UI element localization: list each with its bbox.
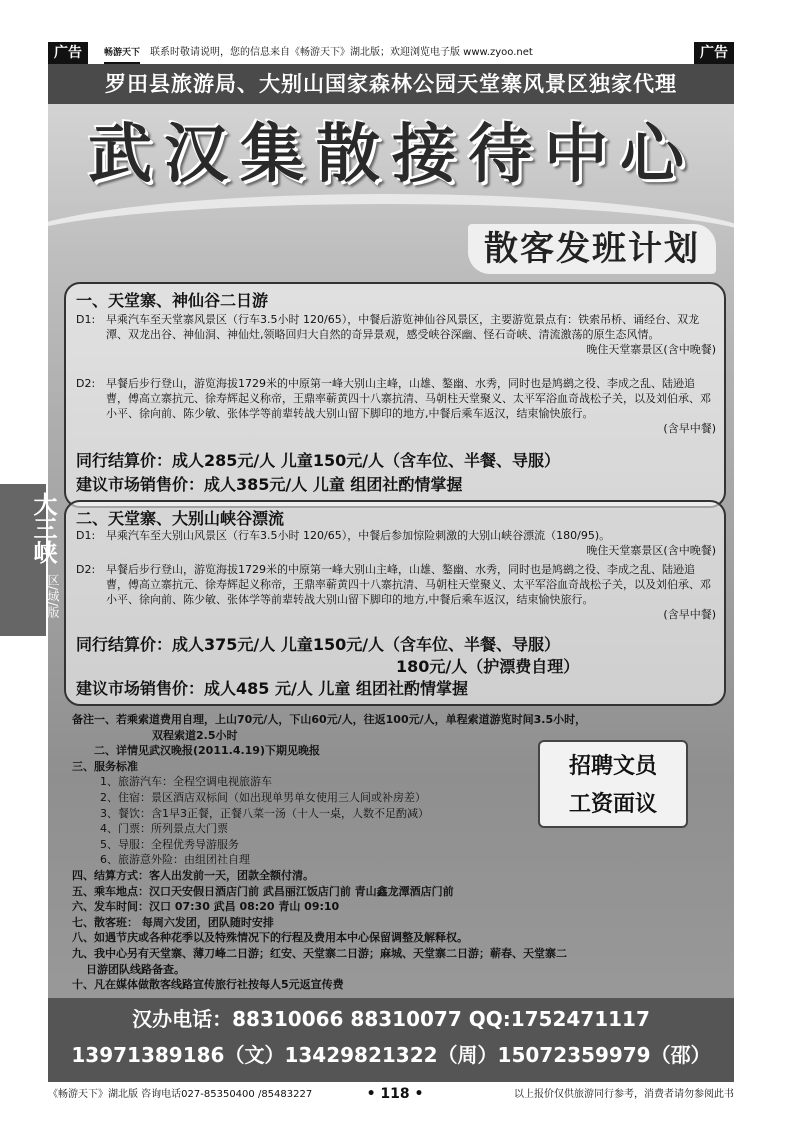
page-number: • 118 •	[366, 1086, 424, 1102]
contact-band	[48, 998, 734, 1082]
route-day	[76, 562, 716, 622]
magazine-logo: 畅游天下	[104, 44, 140, 64]
day-note: (含早中餐)	[663, 608, 716, 621]
top-strip	[48, 42, 734, 64]
service-5: 5、导服：全程优秀导游服务	[100, 837, 239, 851]
route-box-1	[64, 282, 726, 508]
note-9b: 日游团队线路备查。	[86, 962, 185, 976]
route-box-2	[64, 500, 726, 706]
side-tab	[0, 484, 60, 636]
side-tab-subtitle: 区/域/版	[46, 574, 60, 619]
note-9: 九、我中心另有天堂寨、薄刀峰二日游；红安、天堂寨二日游；麻城、天堂寨二日游；蕲春、天堂寨二	[72, 946, 567, 960]
day-tag: D2:	[76, 377, 96, 390]
trade-price: 同行结算价：成人375元/人 儿童150元/人（含车位、半餐、导服）	[76, 635, 561, 654]
route-day	[76, 312, 716, 357]
service-4: 4、门票：所列景点大门票	[100, 822, 228, 836]
page-title: 武汉集散接待中心	[88, 118, 696, 192]
rafting-fee: 180元/人（护漂费自理）	[396, 657, 580, 676]
service-6: 6、旅游意外险：由组团社自理	[100, 853, 250, 867]
day-tag: D1:	[76, 313, 96, 326]
agent-line: 罗田县旅游局、大别山国家森林公园天堂寨风景区独家代理	[48, 64, 734, 104]
note-3: 三、服务标准	[72, 759, 138, 773]
note-7: 七、散客班： 每周六发团，团队随时安排	[72, 915, 274, 929]
service-3: 3、餐饮：含1早3正餐，正餐八菜一汤（十人一桌，人数不足酌减）	[100, 806, 429, 820]
side-tab-title: 大三峡	[29, 492, 57, 564]
day-note: (含早中餐)	[663, 422, 716, 435]
service-1: 1、旅游汽车：全程空调电视旅游车	[100, 775, 272, 789]
route-title: 一、天堂寨、神仙谷二日游	[76, 291, 269, 310]
note-2: 二、详情见武汉晚报(2011.4.19)下期见晚报	[94, 744, 320, 758]
note-1b: 双程索道2.5小时	[152, 728, 238, 742]
note-6: 六、发车时间：汉口 07:30 武昌 08:20 青山 09:10	[72, 900, 340, 914]
note-10: 十、凡在媒体做散客线路宣传旅行社按每人5元返宣传费	[72, 978, 344, 992]
day-text: 早乘汽车至天堂寨风景区（行车3.5小时 120/65），中餐后游览神仙谷风景区，主要游览景点有：铁索吊桥、诵经台、双龙潭、双龙出谷、神仙洞、神仙灶,领略回归大自然的奇异景观，感受峡谷深幽、怪石奇峡、清流激荡的原生态风情。	[106, 313, 700, 341]
day-tag: D1:	[76, 529, 96, 542]
day-text: 早餐后步行登山，游览海拔1729米的中原第一峰大别山主峰，山雄、鏊幽、水秀，同时也是鸠鹚之役、李成之乱、陆逊追曹，傅高立寨抗元、徐寿辉起义称帝，王鼎率蕲黄四十八寨抗清、马朝柱天堂聚义、太平军浴血奇战松子关，以及刘伯承、邓小平、徐向前、陈少敏、张体学等前辈转战大别山留下脚印的地方,中餐后乘车返汉，结束愉快旅行。	[106, 563, 711, 606]
note-1: 备注一、若乘索道费用自理，上山70元/人，下山60元/人，往返100元/人，单程索道游览时间3.5小时，	[72, 713, 587, 726]
footer-left: 《畅游天下》湖北版 咨询电话027-85350400 /85483227	[48, 1089, 313, 1100]
footer-right: 以上报价仅供旅游同行参考，消费者请勿参阅此书	[514, 1089, 734, 1100]
route-day	[76, 528, 716, 558]
recruit-badge	[538, 740, 688, 828]
trade-price: 同行结算价：成人285元/人 儿童150元/人（含车位、半餐、导服）	[76, 451, 561, 470]
plan-title: 散客发班计划	[468, 224, 716, 274]
recruit-line-2: 工资面议	[568, 792, 657, 817]
hotline: 汉办电话：88310066 88310077 QQ:1752471117	[132, 1007, 650, 1031]
route-day	[76, 376, 716, 436]
service-2: 2、住宿：景区酒店双标间（如出现单男单女使用三人间或补房差）	[100, 790, 426, 804]
note-8: 八、如遇节庆或各种花季以及特殊情况下的行程及费用本中心保留调整及解释权。	[72, 931, 468, 945]
route-title: 二、天堂寨、大别山峡谷漂流	[76, 509, 285, 528]
ad-label-left: 广告	[48, 42, 88, 64]
day-text: 早乘汽车至大别山风景区（行车3.5小时 120/65），中餐后参加惊险刺激的大别山峡谷漂流（180/95)。	[106, 529, 611, 542]
ad-panel	[48, 64, 734, 1082]
market-price: 建议市场销售价：成人485 元/人 儿童 组团社酌情掌握	[76, 679, 468, 698]
day-tag: D2:	[76, 563, 96, 576]
market-price: 建议市场销售价：成人385元/人 儿童 组团社酌情掌握	[76, 475, 463, 494]
day-note: 晚住天堂寨景区(含中晚餐)	[586, 544, 716, 557]
day-text: 早餐后步行登山，游览海拔1729米的中原第一峰大别山主峰，山雄、鏊幽、水秀，同时也是鸠鹚之役、李成之乱、陆逊追曹，傅高立寨抗元、徐寿辉起义称帝，王鼎率蕲黄四十八寨抗清、马朝柱天堂聚义、太平军浴血奇战松子关，以及刘伯承、邓小平、徐向前、陈少敏、张体学等前辈转战大别山留下脚印的地方,中餐后乘车返汉，结束愉快旅行。	[106, 377, 711, 420]
note-5: 五、乘车地点：汉口天安假日酒店门前 武昌丽江饭店门前 青山鑫龙潭酒店门前	[72, 884, 454, 898]
mobile-numbers: 13971389186（文）13429821322（周）15072359979（邵）	[71, 1043, 711, 1067]
contact-note: 联系时敬请说明，您的信息来自《畅游天下》湖北版；欢迎浏览电子版 www.zyoo.net	[150, 47, 533, 58]
ad-label-right: 广告	[694, 42, 734, 64]
note-4: 四、结算方式：客人出发前一天，团款全额付清。	[72, 868, 314, 882]
recruit-line-1: 招聘文员	[568, 754, 657, 779]
day-note: 晚住天堂寨景区(含中晚餐)	[586, 343, 716, 356]
